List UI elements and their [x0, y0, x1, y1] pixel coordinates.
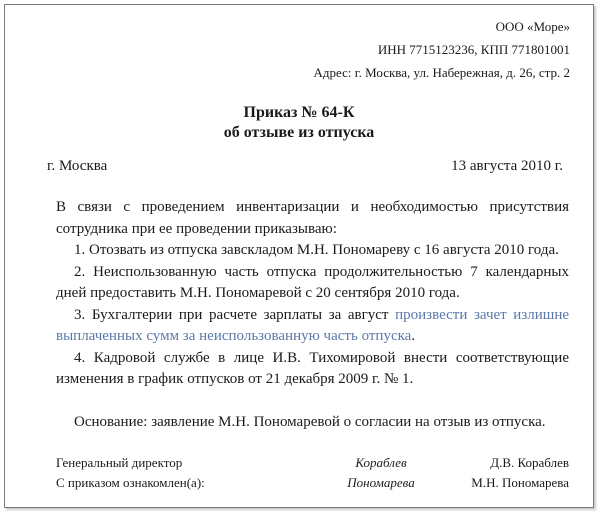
order-item-3-highlight: произвести зачет излишне выплаченных сумм за неиспользованную часть отпуска	[56, 306, 570, 344]
intro-paragraph: В связи с проведением инвентаризации и необходимостью присутствия сотрудника при ее проведении приказываю:	[56, 199, 569, 237]
signatures-block	[56, 453, 569, 493]
director-signature-row	[56, 453, 569, 473]
company-inn-kpp: ИНН 7715123236, КПП 771801001	[377, 42, 570, 57]
order-item-3-end: .	[411, 328, 416, 344]
document-place: г. Москва	[47, 158, 108, 174]
acknowledgement-role: С приказом ознакомлен(а):	[56, 475, 205, 490]
employee-signature: Пономарева	[347, 475, 415, 490]
document-page	[4, 4, 594, 508]
place-date-row	[47, 158, 563, 175]
document-date: 13 августа 2010 г.	[451, 158, 563, 174]
company-header	[314, 15, 570, 84]
order-body	[56, 197, 569, 391]
acknowledgement-row	[56, 473, 569, 493]
director-name: Д.В. Кораблев	[490, 455, 569, 470]
company-address: Адрес: г. Москва, ул. Набережная, д. 26, стр. 2	[313, 65, 570, 80]
order-item-3	[56, 305, 569, 348]
order-item-4: 4. Кадровой службе в лице И.В. Тихомировой внести соответствующие изменения в график отпусков от 21 декабря 2009 г. № 1.	[56, 349, 569, 387]
company-name: ООО «Море»	[495, 19, 570, 34]
employee-name: М.Н. Пономарева	[471, 475, 569, 490]
order-subject: об отзыве из отпуска	[223, 124, 375, 141]
order-number: Приказ № 64-К	[243, 104, 355, 121]
director-signature: Кораблев	[355, 455, 407, 470]
order-item-3-text: 3. Бухгалтерии при расчете зарплаты за август	[74, 306, 396, 323]
document-title	[5, 103, 593, 143]
director-role: Генеральный директор	[56, 455, 183, 470]
basis-line: Основание: заявление М.Н. Пономаревой о согласии на отзыв из отпуска.	[74, 414, 546, 430]
order-item-2: 2. Неиспользованную часть отпуска продолжительностью 7 календарных дней предоставить М.Н. Пономаревой с 20 сентября 2010 года.	[56, 263, 569, 301]
order-item-1: 1. Отозвать из отпуска завскладом М.Н. Пономареву с 16 августа 2010 года.	[74, 242, 559, 258]
